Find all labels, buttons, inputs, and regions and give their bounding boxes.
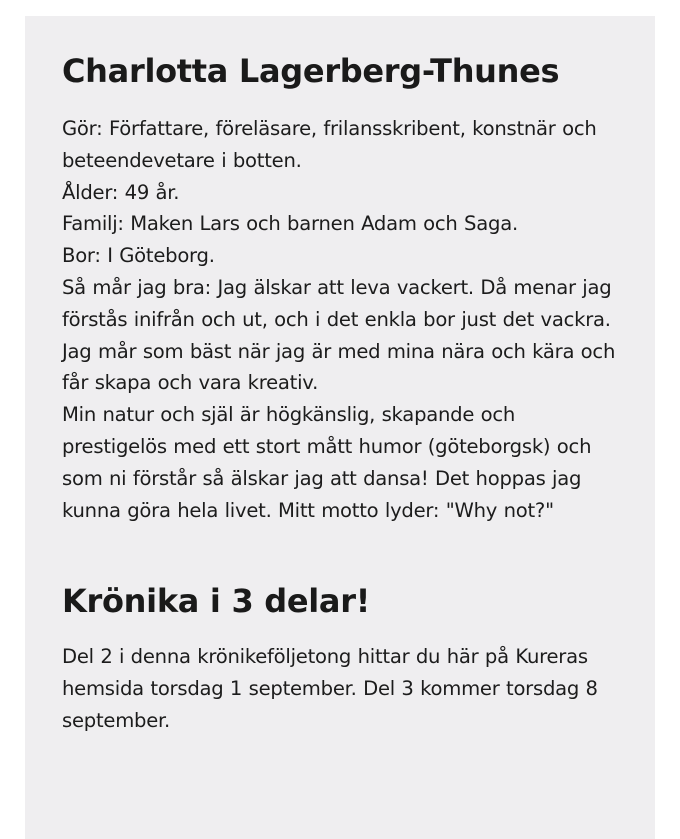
bio-age: Ålder: 49 år. xyxy=(62,180,180,204)
series-text: Del 2 i denna krönikeföljetong hittar du här på Kureras hemsida torsdag 1 september. Del 3 kommer torsdag 8 september. xyxy=(62,645,598,732)
series-heading: Krönika i 3 delar! xyxy=(62,582,370,621)
bio-occupation: Gör: Författare, föreläsare, frilansskribent, konstnär och beteendevetare i botten. xyxy=(62,117,597,172)
bio-residence: Bor: I Göteborg. xyxy=(62,244,215,268)
profile-box xyxy=(25,16,655,839)
bio-family: Familj: Maken Lars och barnen Adam och Saga. xyxy=(62,212,518,236)
bio-nature: Min natur och själ är högkänslig, skapande och prestigelös med ett stort mått humor (göteborgsk) och som ni förstår så älskar jag att dansa! Det hoppas jag kunna göra hela livet. Mitt motto lyder: "Why not?" xyxy=(62,403,592,522)
author-name: Charlotta Lagerberg-Thunes xyxy=(62,52,560,90)
author-bio xyxy=(62,113,619,526)
series-info xyxy=(62,641,619,736)
bio-wellbeing: Så mår jag bra: Jag älskar att leva vackert. Då menar jag förstås inifrån och ut, och i det enkla bor just det vackra. Jag mår som bäst när jag är med mina nära och kära och får skapa och vara kreativ. xyxy=(62,275,616,395)
